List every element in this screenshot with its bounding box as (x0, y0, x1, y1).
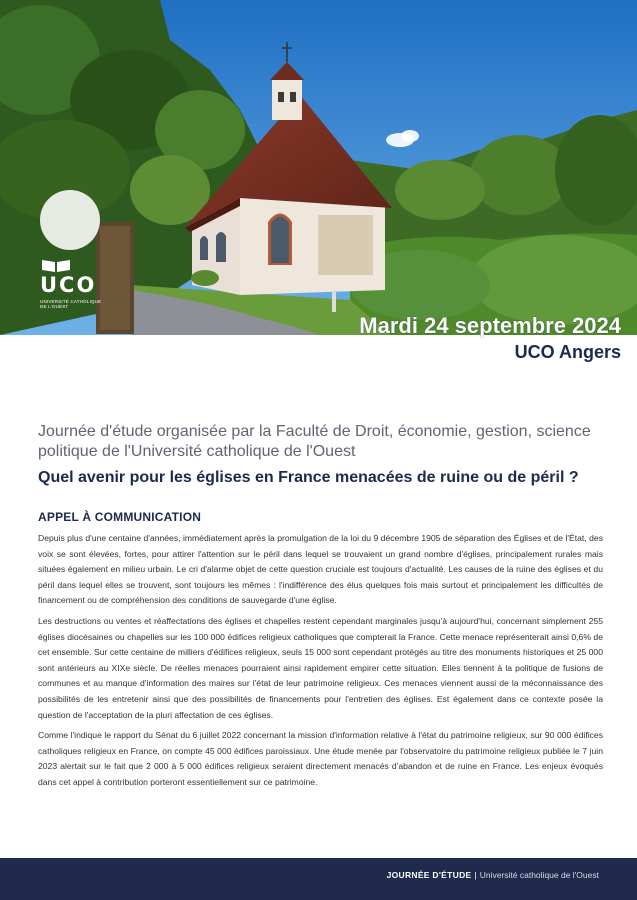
logo-acronym: UCO (40, 273, 97, 297)
hero-photo (0, 0, 637, 335)
open-book-icon (41, 259, 71, 273)
footer-line (387, 870, 599, 880)
paragraph-2: Les destructions ou ventes et réaffectations des églises et chapelles restent cependant marginales jusqu'à aujourd'hui, concernant simplement 255 églises diocésaines ou chapelles sur les 100 000 édifices religieux catholiques que compterait la France. Cette menace représenterait ainsi 0,6% de cet ensemble. Sur cette centaine de milliers d'édifices religieux, seuls 15 000 sont cependant protégés au titre des monuments historiques et 25 000 sont antérieurs au XIXe siècle. De réelles menaces pourraient ainsi rapidement empirer cette situation. Elles tiennent à la politique de fusions de communes et au manque d'information des maires sur l'état de leur patrimoine religieux. Ces menaces viennent aussi de la méconnaissance des possibilités de les entretenir ainsi que des possibilités de financements pour l'entretien des églises. Est également dans ce contexte posée la question de l'acceptation de la pluri affectation de ces églises. (38, 615, 603, 720)
section-heading: APPEL À COMMUNICATION (38, 510, 202, 524)
event-date: Mardi 24 septembre 2024 (359, 313, 621, 338)
footer-label: JOURNÉE D'ÉTUDE (386, 870, 472, 880)
body-text (38, 531, 603, 796)
logo-subtitle: UNIVERSITÉ CATHOLIQUE DE L'OUEST (40, 299, 102, 309)
uco-logo (40, 190, 102, 309)
paragraph-1: Depuis plus d'une centaine d'années, immédiatement après la promulgation de la loi du 9 décembre 1905 de séparation des Églises et de l'État, des voix se sont élevées, fortes, pour attirer l'attention sur le péril dans lequel se trouvaient un grand nombre d'églises, principalement rurales mais situées également en milieu urbain. Le cri d'alarme objet de cette question cruciale est toujours d'actualité. Les causes de la ruine des églises et du péril dans lequel elles se trouvent, sont toujours les mêmes : l'indifférence des élus quelques fois mais surtout et principalement les difficultés de financement ou de compréhension des conditions de sauvegarde d'une église. (38, 533, 603, 606)
headline-title: Quel avenir pour les églises en France menacées de ruine ou de péril ? (38, 469, 579, 486)
headline-subtitle: Journée d'étude organisée par la Faculté de Droit, économie, gestion, science politique de l'Université catholique de l'Ouest (38, 423, 591, 460)
footer-institution: Université catholique de l'Ouest (479, 870, 599, 880)
paragraph-3: Comme l'indique le rapport du Sénat du 6 juillet 2022 concernant la mission d'information relative à l'état du patrimoine religieux, sur 90 000 édifices catholiques religieux en France, on compte 45 000 édifices paroissiaux. Une étude menée par l'observatoire du patrimoine religieux publiée le 7 juin 2023 alertait sur le fait que 2 000 à 5 000 édifices religieux seraient directement menacés d'abandon et de ruine en France. Les enjeux évoqués dans cet appel à contribution porteront essentiellement sur ce patrimoine. (38, 730, 603, 787)
logo-circle (40, 190, 100, 250)
footer-bar (0, 858, 637, 900)
event-place: UCO Angers (514, 342, 621, 362)
footer-separator: | (474, 870, 477, 880)
